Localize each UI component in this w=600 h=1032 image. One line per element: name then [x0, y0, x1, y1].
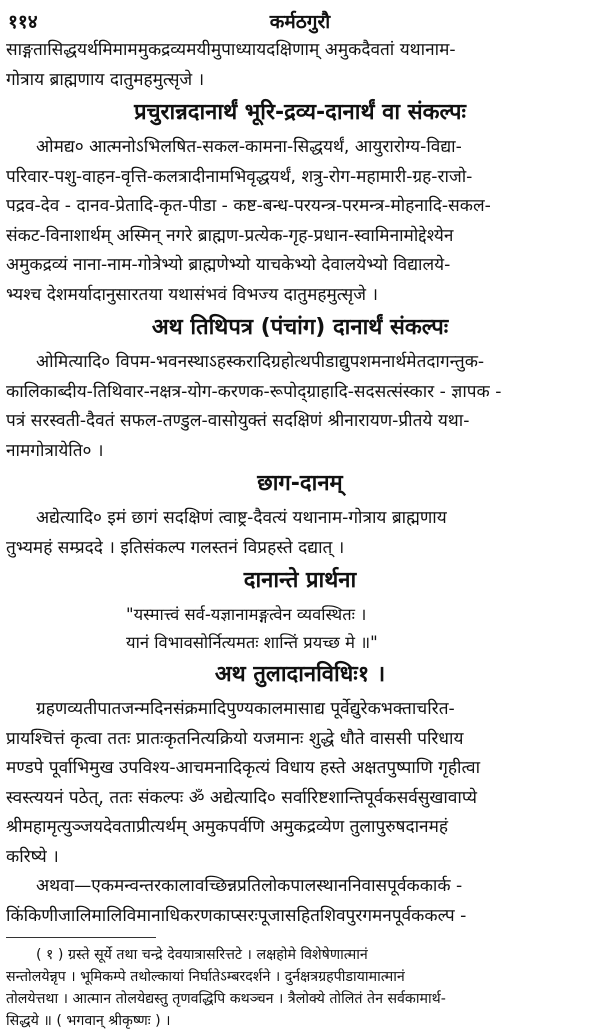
paragraph-3 [6, 348, 594, 466]
section-heading: प्रचुरान्नदानार्थं भूरि-द्रव्य-दानार्थं वा संकल्पः [134, 100, 466, 125]
text-line: मण्डपे पूर्वाभिमुख उपविश्य-आचमनादिकृत्यं विधाय हस्ते अक्षतपुष्पाणि गृहीत्वा [6, 758, 481, 778]
text-line: अमुकद्रव्यं नाना-नाम-गोत्रेभ्यो ब्राह्मणेभ्यो याचकेभ्यो देवालयेभ्यो विद्यालये- [6, 255, 451, 275]
footnote-line: सन्तोलयेन्नृप । भूमिकम्पे तथोल्कायां निर्घातेऽम्बरदर्शने । दुर्नक्षत्रग्रहपीडायामात्मानं [6, 969, 405, 985]
text-line: ग्रहणव्यतीपातजन्मदिनसंक्रमादिपुण्यकालमासाद्य पूर्वेद्युरेकभक्ताचरित- [36, 699, 455, 719]
section-heading: दानान्ते प्रार्थना [243, 568, 357, 593]
footnote-divider [6, 937, 156, 938]
footnote-line: सिद्धये ॥ ( भगवान् श्रीकृष्णः ) । [6, 1013, 171, 1029]
text-line: पद्रव-देव - दानव-प्रेतादि-कृत-पीडा - कष्ट-बन्ध-परयन्त्र-परमन्त्र-मोहनादि-सकल- [6, 196, 491, 216]
running-title: कर्मठगुरौ [269, 11, 331, 33]
text-line: श्रीमहामृत्युञ्जयदेवताप्रीत्यर्थम् अमुकपर्वणि अमुकद्रव्येण तुलापुरुषदानमहं [6, 817, 449, 837]
paragraph-2 [6, 133, 594, 310]
running-header [6, 8, 594, 36]
text-line: भ्यश्च देशमर्यादानुसारतया यथासंभवं विभज्य दातुमहमुत्सृजे । [6, 284, 379, 305]
text-line: प्रायश्चित्तं कृत्वा ततः प्रातःकृतनित्यक्रियो यजमानः शुद्धे धौते वाससी परिधाय [6, 728, 464, 749]
paragraph-1 [6, 36, 594, 95]
verse-line: यानं विभावसोर्नित्यमतः शान्तिं प्रयच्छ मे ॥" [126, 633, 378, 652]
page-number: ११४ [8, 11, 38, 33]
text-line: अथवा—एकमन्वन्तरकालावच्छिन्नप्रतिलोकपालस्थाननिवासपूर्वककार्क - [36, 876, 463, 896]
text-line: संकट-विनाशार्थम् अस्मिन् नगरे ब्राह्मण-प्रत्येक-गृह-प्रधान-स्वामिनामोद्देश्येन [6, 225, 454, 246]
section-heading: छाग-दानम् [257, 471, 343, 496]
text-line: अद्येत्यादि० इमं छागं सदक्षिणं त्वाष्ट्र-दैवत्यं यथानाम-गोत्राय ब्राह्मणाय [36, 508, 447, 528]
paragraph-4 [6, 504, 594, 563]
text-line: ओमद्य० आत्मनोऽभिलषित-सकल-कामना-सिद्धयर्थं, आयुरारोग्य-विद्या- [36, 137, 462, 157]
footnote-line: तोलयेत्तथा । आत्मान तोलयेद्यस्तु तृणवद्धिपि कथञ्चन । त्रैलोक्ये तोलितं तेन सर्वकामार्थ- [6, 991, 446, 1007]
text-line: स्वस्त्ययनं पठेत्, ततः संकल्पः ॐ अद्येत्यादि० सर्वारिष्टशान्तिपूर्वकसर्वसुखावाप्ये [6, 787, 478, 808]
footnote-line: ( १ ) ग्रस्ते सूर्ये तथा चन्द्रे देवयात्रासरित्तटे । लक्षहोमे विशेषेणात्मानं [36, 947, 368, 963]
verse [6, 601, 594, 657]
paragraph-5 [6, 695, 594, 872]
text-line: करिष्ये । [6, 846, 59, 867]
text-line: गोत्राय ब्राह्मणाय दातुमहमुत्सृजे । [6, 69, 205, 90]
section-heading: अथ तिथिपत्र (पंचांग) दानार्थं संकल्पः [151, 315, 449, 340]
section-heading: अथ तुलादानविधिः१ । [214, 662, 386, 687]
text-line: पत्रं सरस्वती-दैवतं सफल-तण्डुल-वासोयुक्तं सदक्षिणं श्रीनारायण-प्रीतये यथा- [6, 411, 470, 431]
verse-line: "यस्मात्त्वं सर्व-यज्ञानामङ्गत्वेन व्यवस्थितः । [126, 605, 367, 624]
text-line: कालिकाब्दीय-तिथिवार-नक्षत्र-योग-करणक-रूपोद्ग्राहादि-सदसत्संस्कार - ज्ञापक - [6, 381, 502, 402]
text-line: तुभ्यमहं सम्प्रददे । इतिसंकल्प गलस्तनं विप्रहस्ते दद्यात् । [6, 537, 345, 558]
footnote [6, 944, 594, 1032]
text-line: नामगोत्रायेति० । [6, 440, 104, 461]
paragraph-6 [6, 872, 594, 931]
text-line: परिवार-पशु-वाहन-वृत्ति-कलत्रादीनामभिवृद्धयर्थं, शत्रु-रोग-महामारी-ग्रह-राजो- [6, 166, 473, 187]
text-line: ओमित्यादि० विपम-भवनस्थाऽहस्करादिग्रहोत्थपीडाद्युपशमनार्थमेतदागन्तुक- [36, 352, 485, 372]
text-line: साङ्गतासिद्धयर्थमिमाममुकद्रव्यमयीमुपाध्यायदक्षिणाम् अमुकदैवतां यथानाम- [6, 40, 456, 60]
text-line: किंकिणीजालिमालिविमानाधिकरणकाप्सरःपूजासहितशिवपुरगमनपूर्वककल्प - [6, 905, 467, 926]
